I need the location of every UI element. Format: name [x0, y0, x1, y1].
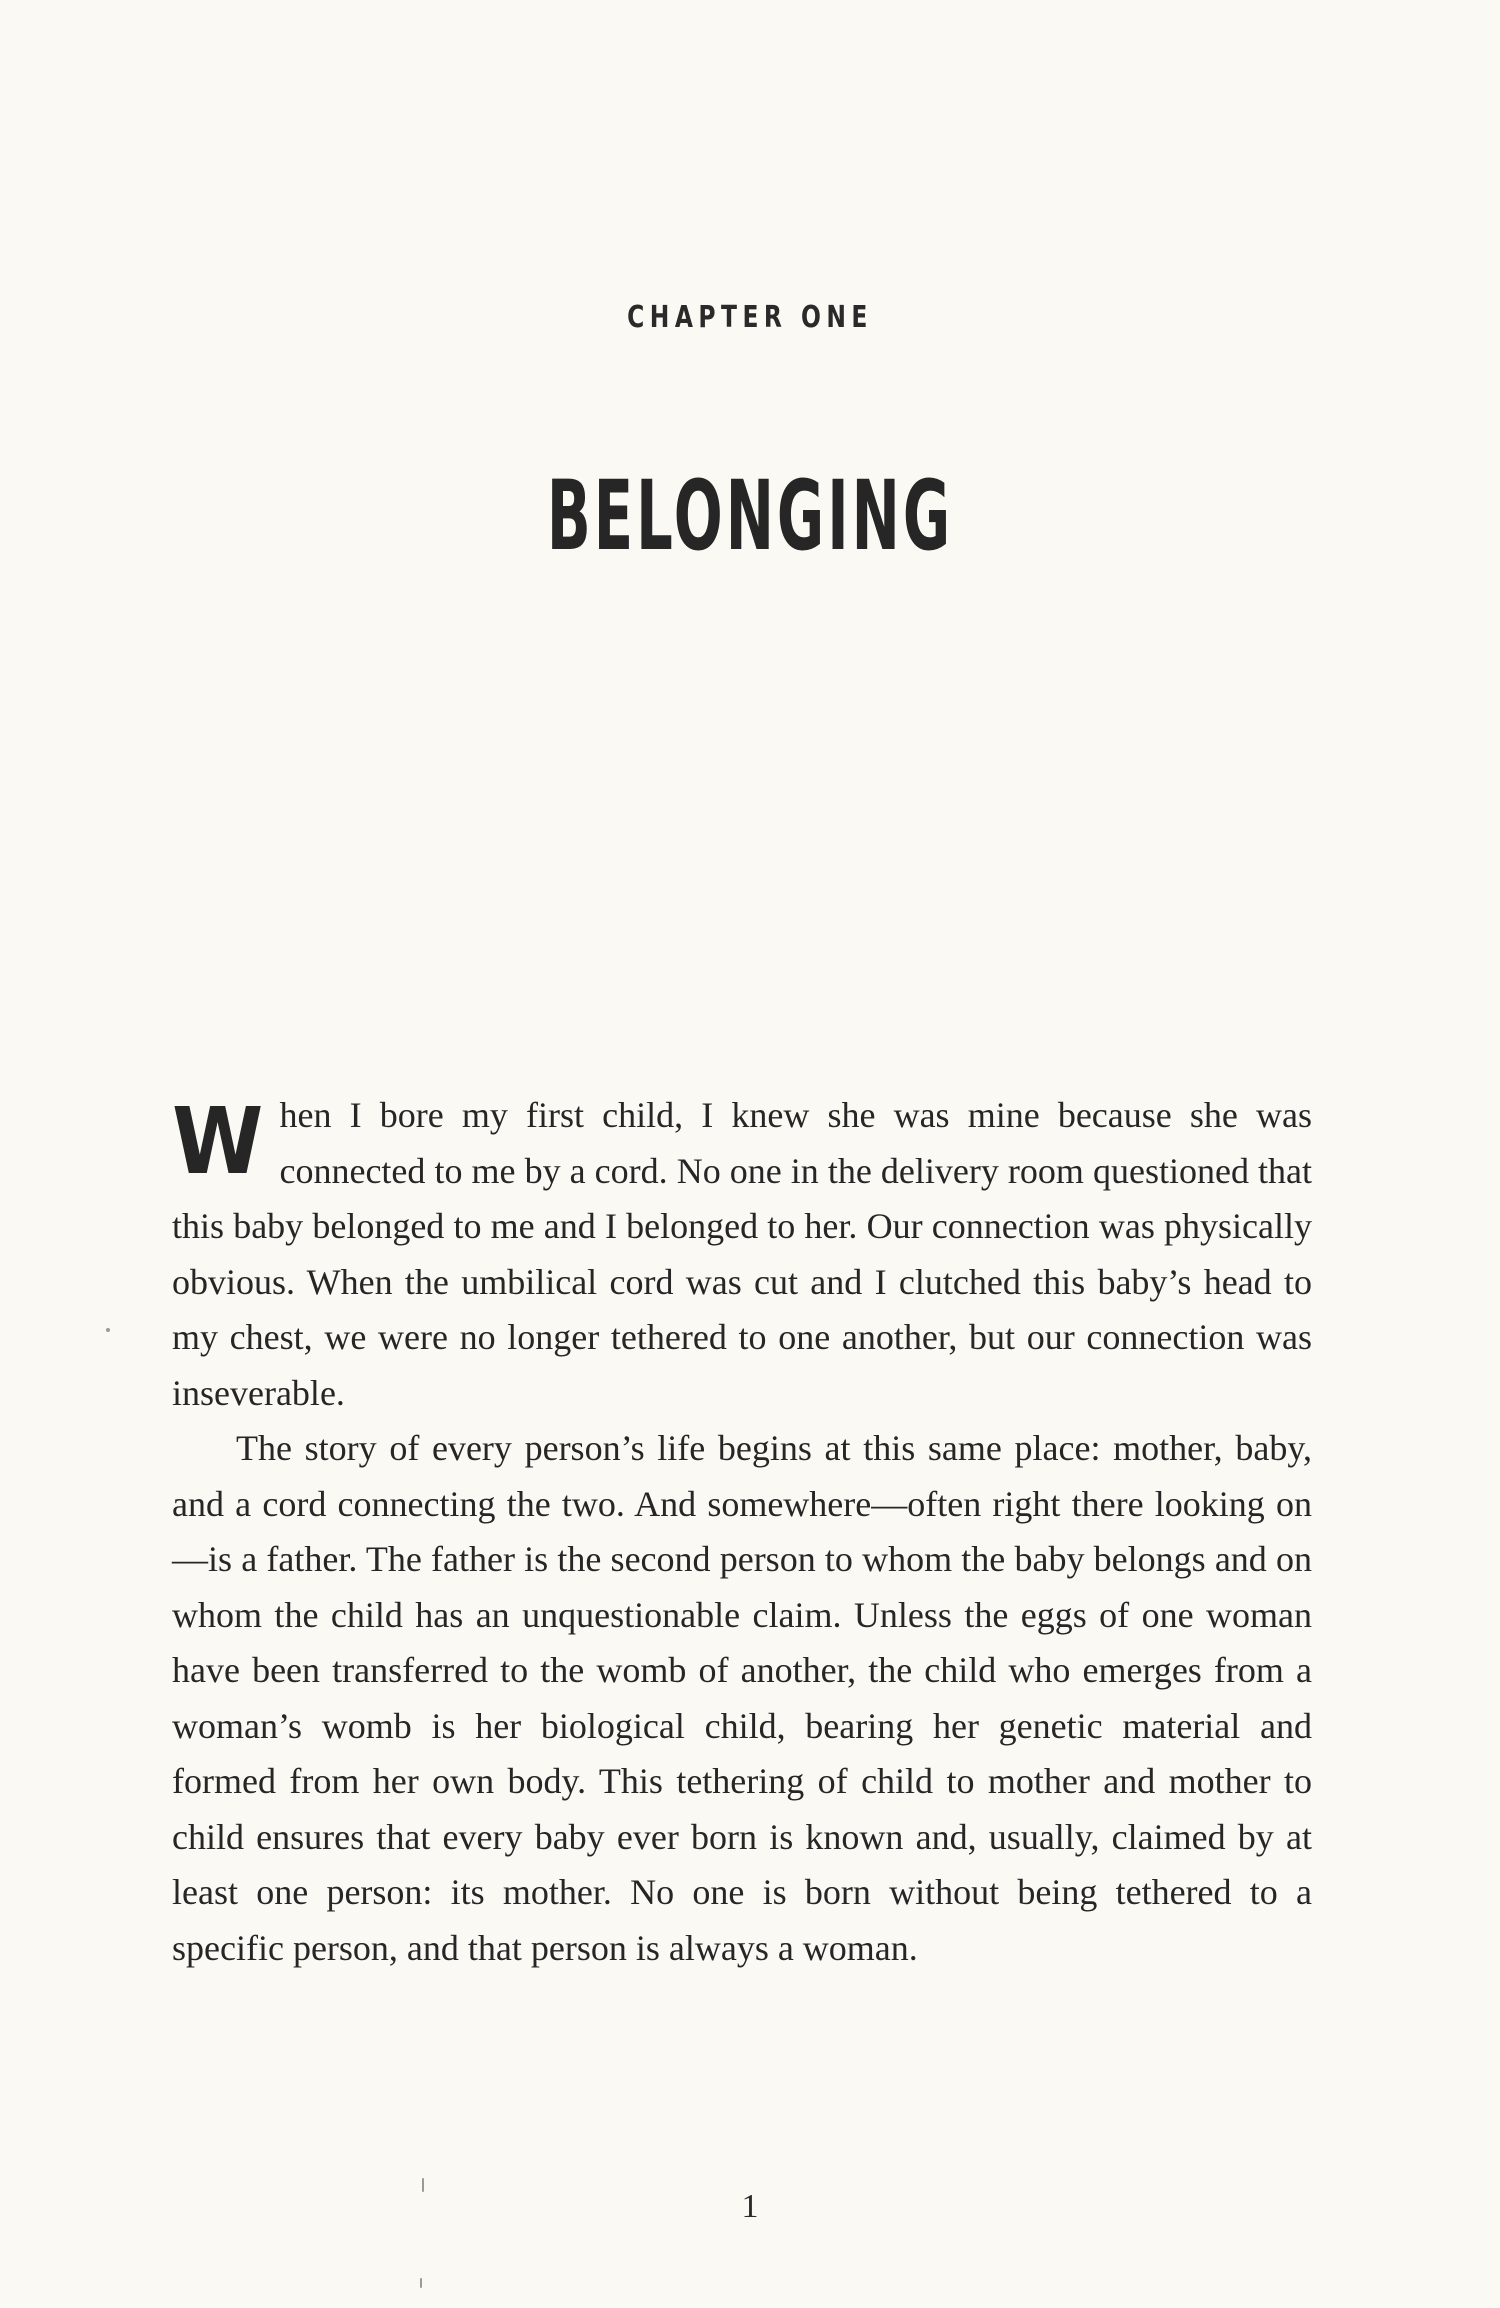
scan-speck [422, 2178, 424, 2192]
drop-cap: W [172, 1088, 264, 1195]
chapter-title: BELONGING [546, 460, 954, 572]
paragraph-2: The story of every person’s life begins at this same place: mother, baby, and a cord connecting the two. And somewhere—often right there looking on—is a father. The father is the second person to whom the baby belongs and on whom the child has an unquestionable claim. Unless the eggs of one woman have been transferred to the womb of another, the child who emerges from a woman’s womb is her biological child, bearing her genetic material and formed from her own body. This tethering of child to mother and mother to child ensures that every baby ever born is known and, usually, claimed by at least one person: its mother. No one is born without being tethered to a specific person, and that person is always a woman. [172, 1428, 1312, 1968]
paragraph-1-text: hen I bore my first child, I knew she was mine because she was connected to me by a cord. No one in the delivery room questioned that this baby belonged to me and I belonged to her. Our connection was physically obvious. When the umbilical cord was cut and I clutched this baby’s head to my chest, we were no longer tethered to one another, but our connection was inseverable. [172, 1095, 1312, 1413]
chapter-body [172, 1088, 1312, 1976]
scan-speck [420, 2278, 422, 2288]
scan-speck [106, 1328, 110, 1332]
page-number: 1 [741, 2188, 759, 2225]
paragraph-1 [172, 1088, 1312, 1421]
chapter-label: CHAPTER ONE [627, 300, 873, 335]
